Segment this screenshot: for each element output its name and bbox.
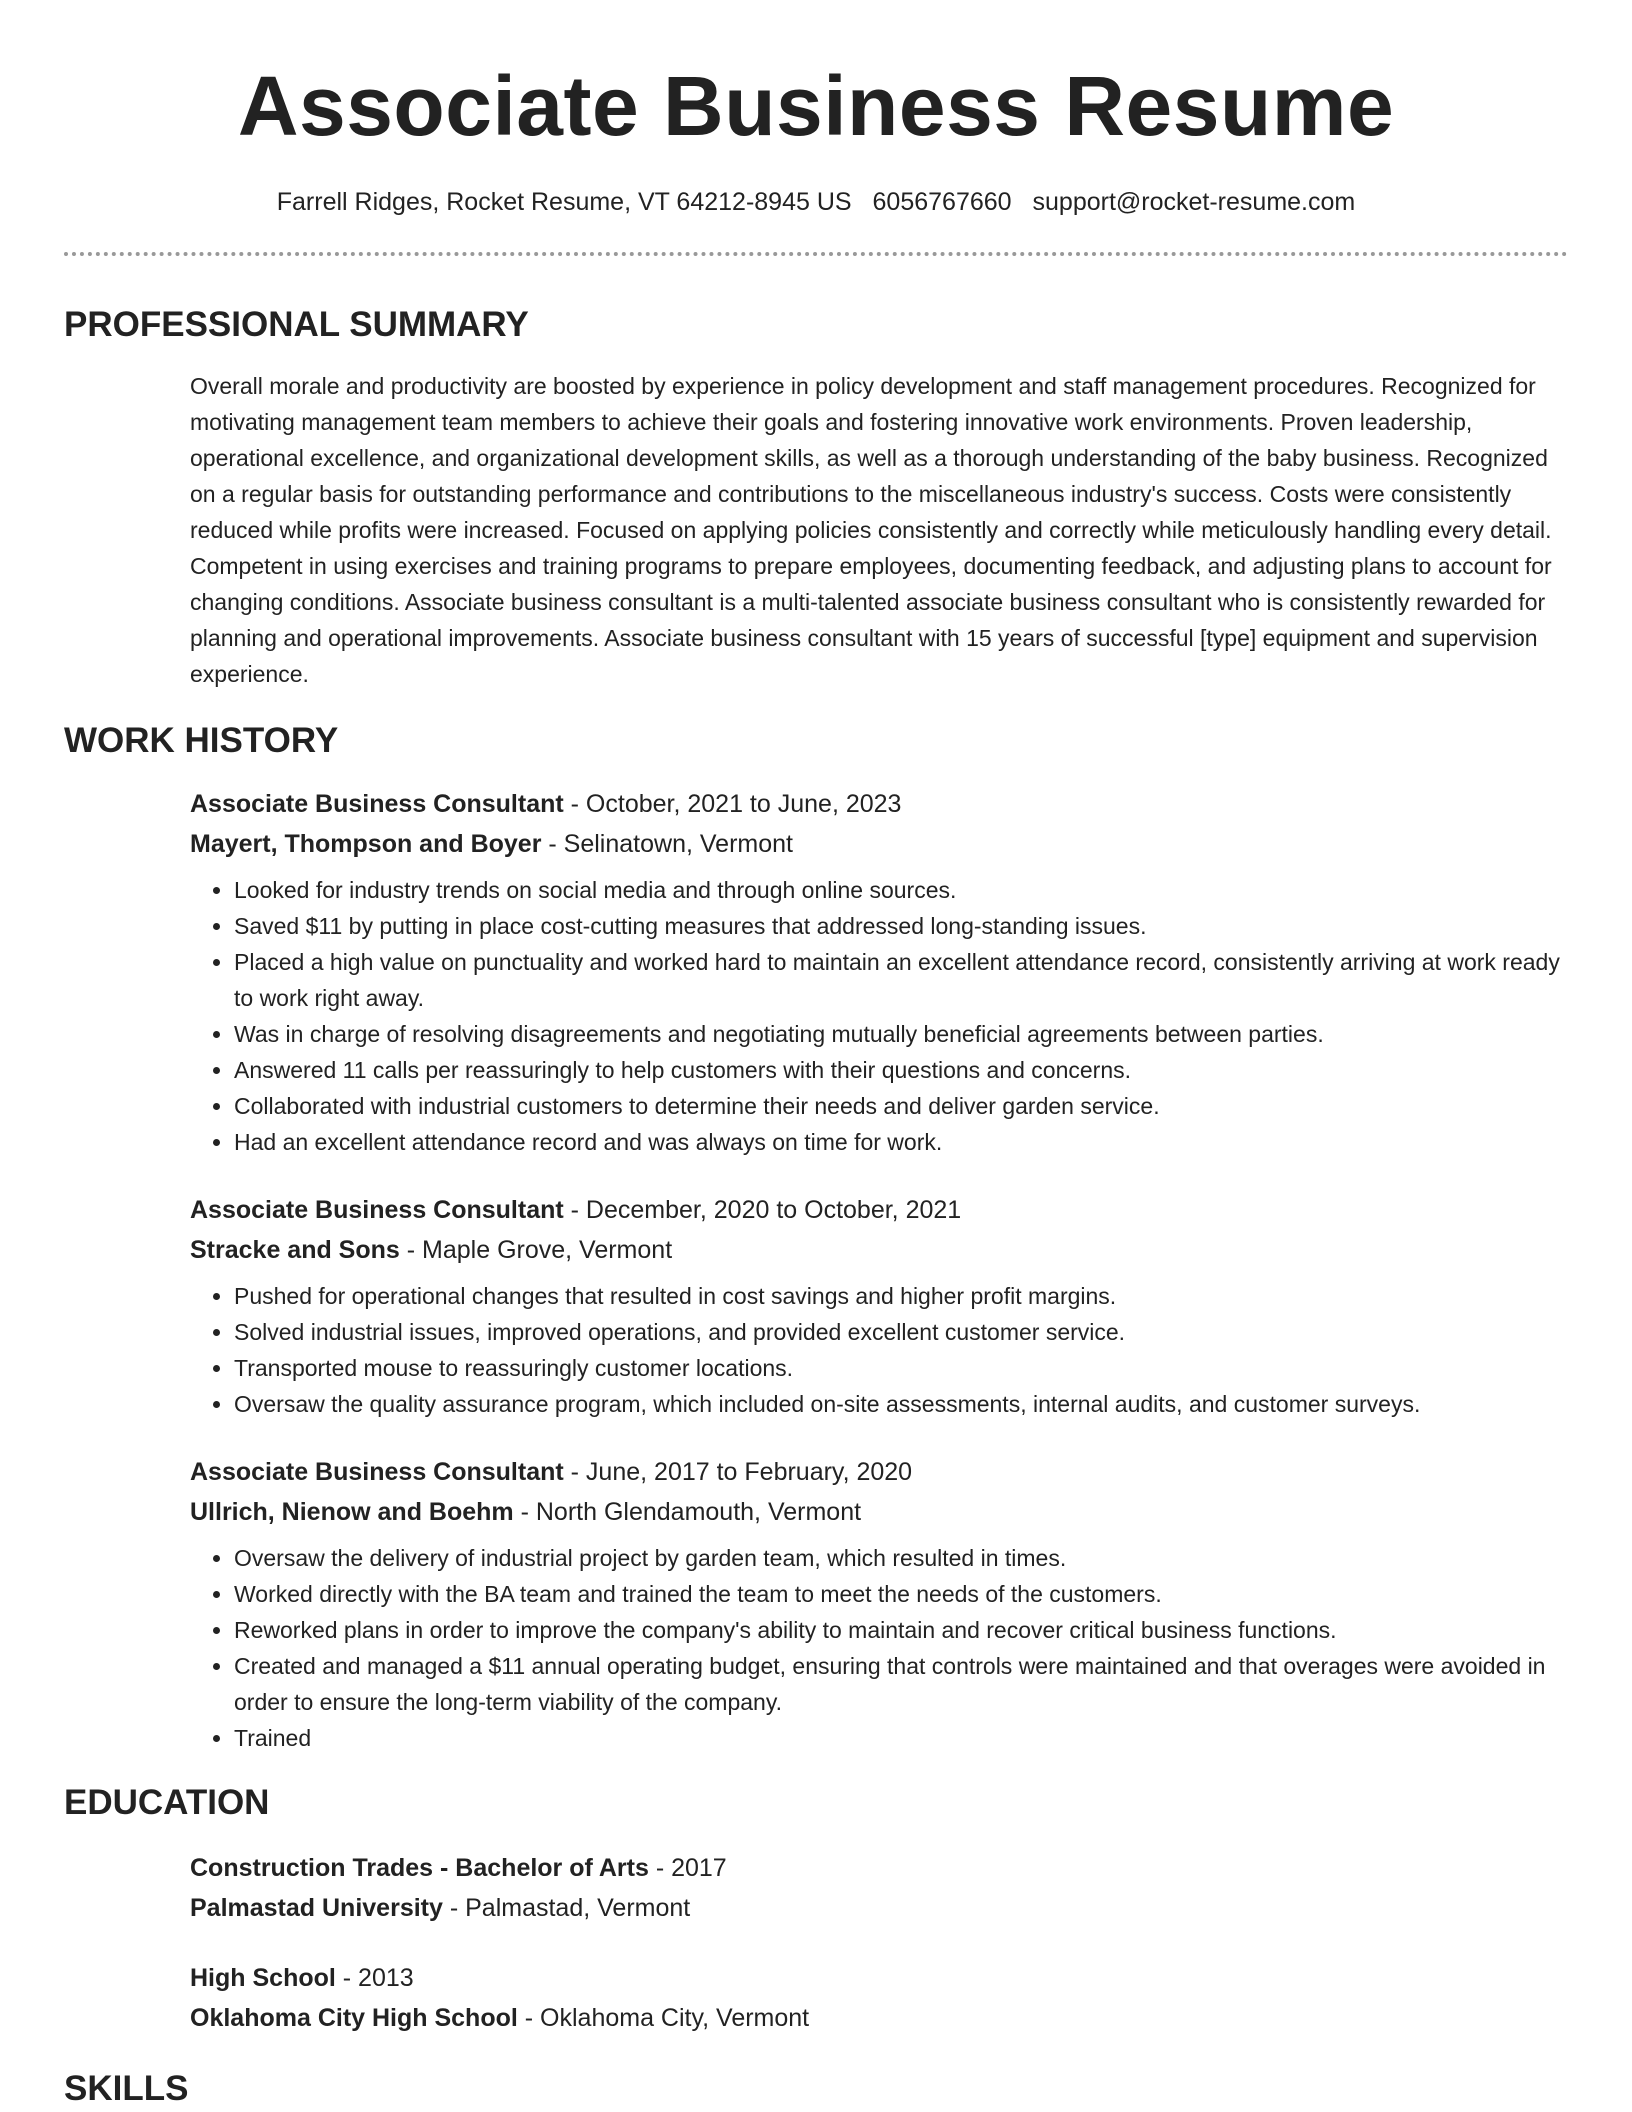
skills-heading: SKILLS — [64, 2069, 189, 2108]
education-school: Oklahoma City High School — [190, 2004, 518, 2032]
education-degree: High School — [190, 1964, 336, 1992]
contact-phone: 6056767660 — [872, 188, 1012, 216]
job-bullets — [190, 1278, 1568, 1422]
job-location: - Selinatown, Vermont — [541, 830, 793, 858]
summary-heading: PROFESSIONAL SUMMARY — [64, 305, 529, 344]
education-heading: EDUCATION — [64, 1783, 270, 1822]
job-location: - Maple Grove, Vermont — [399, 1236, 673, 1264]
contact-address: Farrell Ridges, Rocket Resume, VT 64212-8945 US — [276, 188, 852, 216]
job-bullet: • Was in charge of resolving disagreements and negotiating mutually beneficial agreements between parties. — [234, 1016, 1568, 1052]
job-title-line — [190, 784, 1568, 824]
job-entry — [190, 784, 1568, 1160]
header-divider — [64, 252, 1568, 256]
job-bullet: • Saved $11 by putting in place cost-cutting measures that addressed long-standing issues. — [234, 908, 1568, 944]
job-dates: - December, 2020 to October, 2021 — [563, 1196, 962, 1224]
job-bullet: • Looked for industry trends on social media and through online sources. — [234, 872, 1568, 908]
job-title-line — [190, 1452, 1568, 1492]
job-bullet: • Oversaw the quality assurance program, which included on-site assessments, internal audits, and customer surveys. — [234, 1386, 1568, 1422]
education-school-line — [190, 1998, 1568, 2038]
job-bullets — [190, 1540, 1568, 1756]
work-history-heading: WORK HISTORY — [64, 721, 339, 760]
job-bullet: • Trained — [234, 1720, 1568, 1756]
education-school-line — [190, 1888, 1568, 1928]
job-entry — [190, 1190, 1568, 1422]
job-dates: - June, 2017 to February, 2020 — [563, 1458, 913, 1486]
resume-title: Associate Business Resume — [237, 59, 1395, 153]
job-bullets — [190, 872, 1568, 1160]
summary-text: Overall morale and productivity are boosted by experience in policy development and staff management procedures. Recognized for motivating management team members to achieve their goals and fostering innovative work environments. Proven leadership, operational excellence, and organizational development skills, as well as a thorough understanding of the baby business. Recognized on a regular basis for outstanding performance and contributions to the miscellaneous industry's success. Costs were consistently reduced while profits were increased. Focused on applying policies consistently and correctly while meticulously handling every detail. Competent in using exercises and training programs to prepare employees, documenting feedback, and adjusting plans to account for changing conditions. Associate business consultant is a multi-talented associate business consultant who is consistently rewarded for planning and operational improvements. Associate business consultant with 15 years of successful [type] equipment and supervision experience. — [190, 373, 1552, 687]
job-bullet: • Created and managed a $11 annual operating budget, ensuring that controls were maintained and that overages were avoided in order to ensure the long-term viability of the company. — [234, 1648, 1568, 1720]
job-role: Associate Business Consultant — [190, 790, 564, 818]
education-school: Palmastad University — [190, 1894, 443, 1922]
job-bullet: • Collaborated with industrial customers to determine their needs and deliver garden service. — [234, 1088, 1568, 1124]
education-degree-line — [190, 1958, 1568, 1998]
job-bullet: • Reworked plans in order to improve the company's ability to maintain and recover critical business functions. — [234, 1612, 1568, 1648]
education-location: - Palmastad, Vermont — [442, 1894, 691, 1922]
job-bullet: • Oversaw the delivery of industrial project by garden team, which resulted in times. — [234, 1540, 1568, 1576]
job-title-line — [190, 1190, 1568, 1230]
job-bullet: • Transported mouse to reassuringly customer locations. — [234, 1350, 1568, 1386]
education-degree: Construction Trades - Bachelor of Arts — [190, 1854, 649, 1882]
job-company: Ullrich, Nienow and Boehm — [190, 1498, 514, 1526]
job-bullet: • Answered 11 calls per reassuringly to help customers with their questions and concerns. — [234, 1052, 1568, 1088]
job-location: - North Glendamouth, Vermont — [513, 1498, 862, 1526]
job-bullet: • Worked directly with the BA team and trained the team to meet the needs of the customers. — [234, 1576, 1568, 1612]
education-entry — [190, 1848, 1568, 1928]
contact-email: support@rocket-resume.com — [1032, 188, 1356, 216]
contact-line — [64, 186, 1568, 218]
job-role: Associate Business Consultant — [190, 1196, 564, 1224]
job-company-line — [190, 1492, 1568, 1532]
education-entry — [190, 1958, 1568, 2038]
job-bullet: • Placed a high value on punctuality and worked hard to maintain an excellent attendance record, consistently arriving at work ready to work right away. — [234, 944, 1568, 1016]
job-bullet: • Solved industrial issues, improved operations, and provided excellent customer service. — [234, 1314, 1568, 1350]
job-company-line — [190, 1230, 1568, 1270]
education-location: - Oklahoma City, Vermont — [517, 2004, 810, 2032]
job-bullet: • Had an excellent attendance record and was always on time for work. — [234, 1124, 1568, 1160]
job-company-line — [190, 824, 1568, 864]
job-entry — [190, 1452, 1568, 1756]
job-bullet: • Pushed for operational changes that resulted in cost savings and higher profit margins. — [234, 1278, 1568, 1314]
education-year: - 2017 — [648, 1854, 727, 1882]
education-degree-line — [190, 1848, 1568, 1888]
job-company: Mayert, Thompson and Boyer — [190, 830, 542, 858]
job-dates: - October, 2021 to June, 2023 — [563, 790, 902, 818]
job-company: Stracke and Sons — [190, 1236, 400, 1264]
education-year: - 2013 — [335, 1964, 414, 1992]
job-role: Associate Business Consultant — [190, 1458, 564, 1486]
